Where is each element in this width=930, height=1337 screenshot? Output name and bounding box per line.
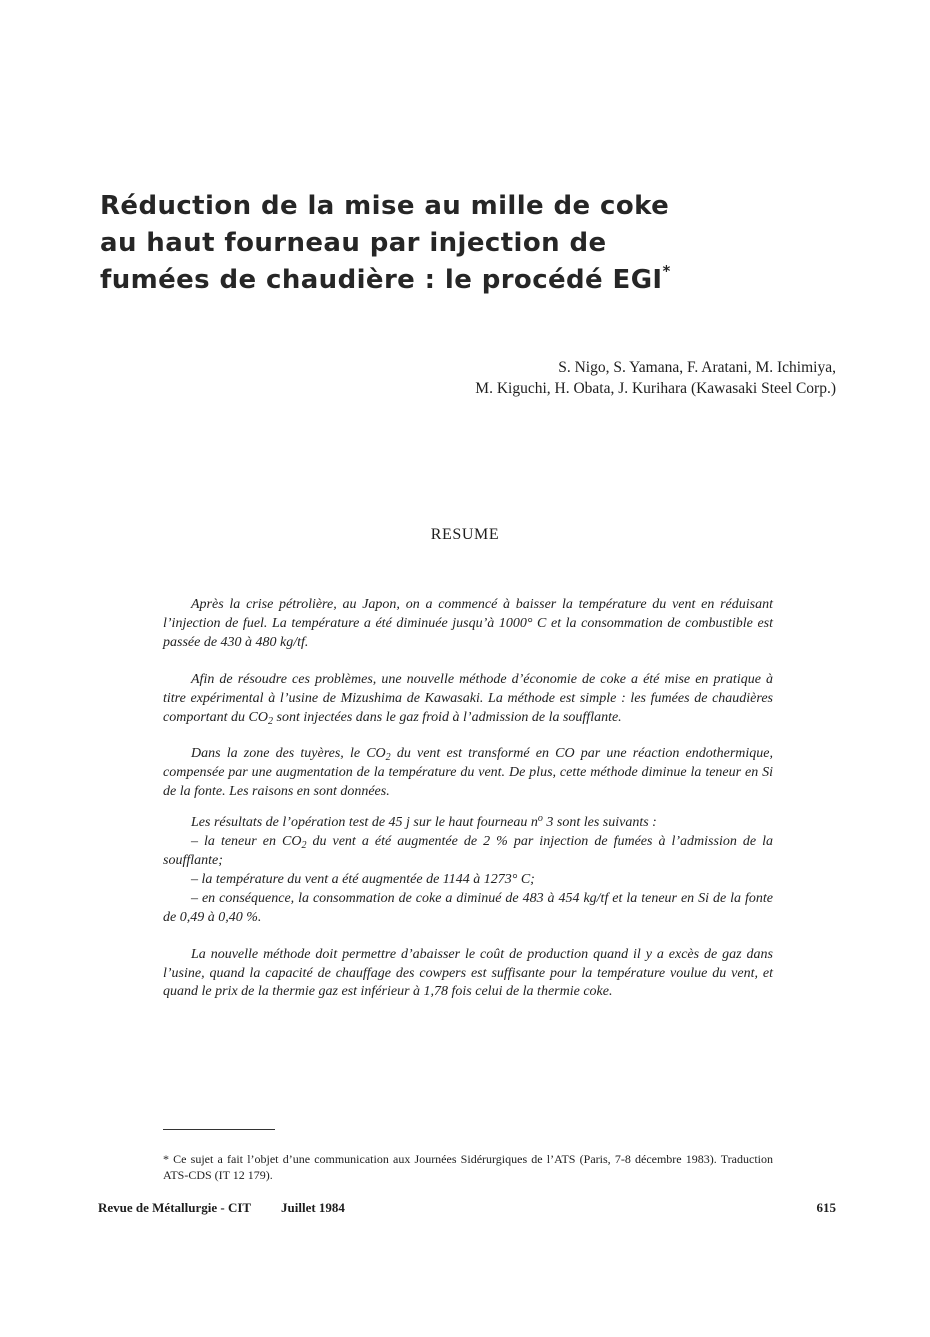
title-footnote-mark: * (662, 262, 671, 280)
item1-subscript: 2 (301, 840, 307, 852)
authors-line-2: M. Kiguchi, H. Obata, J. Kurihara (Kawasaki Steel Corp.) (475, 380, 836, 397)
p3-text-b: du vent est transformé en CO par une réaction endothermique, compensée par une augmentation de la température du vent. De plus, cette méthode diminue la teneur en Si de la fonte. Les raisons en sont données. (163, 746, 774, 800)
article-title (100, 188, 740, 299)
result-item-3: – en conséquence, la consommation de coke a diminué de 483 à 454 kg/tf et la teneur en Si de la fonte de 0,49 à 0,40 %. (163, 890, 773, 925)
p4-superscript: o (537, 813, 543, 825)
p3-text-a: Dans la zone des tuyères, le CO (191, 746, 386, 762)
page-number: 615 (816, 1200, 836, 1215)
abstract-paragraph-1: Après la crise pétrolière, au Japon, on a commencé à baisser la température du vent en réduisant l’injection de fuel. La température a été diminuée jusqu’à 1000° C et la consommation de combustible est passée de 430 à 480 kg/tf. (163, 597, 773, 650)
item1-text-a: – la teneur en CO (191, 834, 302, 850)
issue-date: Juillet 1984 (281, 1200, 345, 1215)
abstract-paragraph-2 (163, 671, 773, 728)
p2-text-b: sont injectées dans le gaz froid à l’admission de la soufflante. (273, 709, 622, 725)
footnote: * Ce sujet a fait l’objet d’une communication aux Journées Sidérurgiques de l’ATS (Paris, 7-8 décembre 1983). Traduction ATS-CDS (IT 12 179). (163, 1152, 773, 1182)
abstract-paragraph-3 (163, 745, 773, 802)
p4-text-b: 3 sont les suivants : (542, 815, 657, 831)
title-line-1: Réduction de la mise au mille de coke (100, 191, 670, 221)
result-item-1 (163, 833, 773, 871)
item1-text-b: du vent a été augmentée de 2 % par injection de fumées à l’admission de la soufflante; (163, 834, 773, 868)
author-list (475, 357, 836, 399)
authors-line-1: S. Nigo, S. Yamana, F. Aratani, M. Ichimiya, (558, 359, 836, 376)
p2-subscript: 2 (268, 715, 273, 727)
title-line-2: au haut fourneau par injection de (100, 228, 607, 258)
p3-subscript: 2 (385, 752, 391, 764)
journal-name: Revue de Métallurgie - CIT (98, 1200, 252, 1215)
result-item-2: – la température du vent a été augmentée de 1144 à 1273° C; (191, 871, 535, 887)
footnote-divider (163, 1129, 275, 1130)
abstract-paragraph-4 (163, 814, 773, 833)
p4-text-a: Les résultats de l’opération test de 45 j sur le haut fourneau n (191, 815, 538, 831)
title-line-3 (100, 262, 740, 299)
resume-heading: RESUME (430, 526, 500, 543)
abstract-paragraph-5: La nouvelle méthode doit permettre d’abaisser le coût de production quand il y a excès de gaz dans l’usine, quand la capacité de chauffage des cowpers est suffisante pour la température voulue du vent, et quand le prix de la thermie gaz est inférieur à 1,78 fois celui de la thermie coke. (163, 946, 773, 1000)
p2-text-a: Afin de résoudre ces problèmes, une nouvelle méthode d’économie de coke a été mise en pratique à titre expérimental à l’usine de Mizushima de Kawasaki. La méthode est simple : les fumées de chaudières comportant du CO (163, 671, 773, 725)
title-line-3-text: fumées de chaudière : le procédé EGI (100, 265, 663, 295)
abstract-body (163, 596, 773, 1002)
